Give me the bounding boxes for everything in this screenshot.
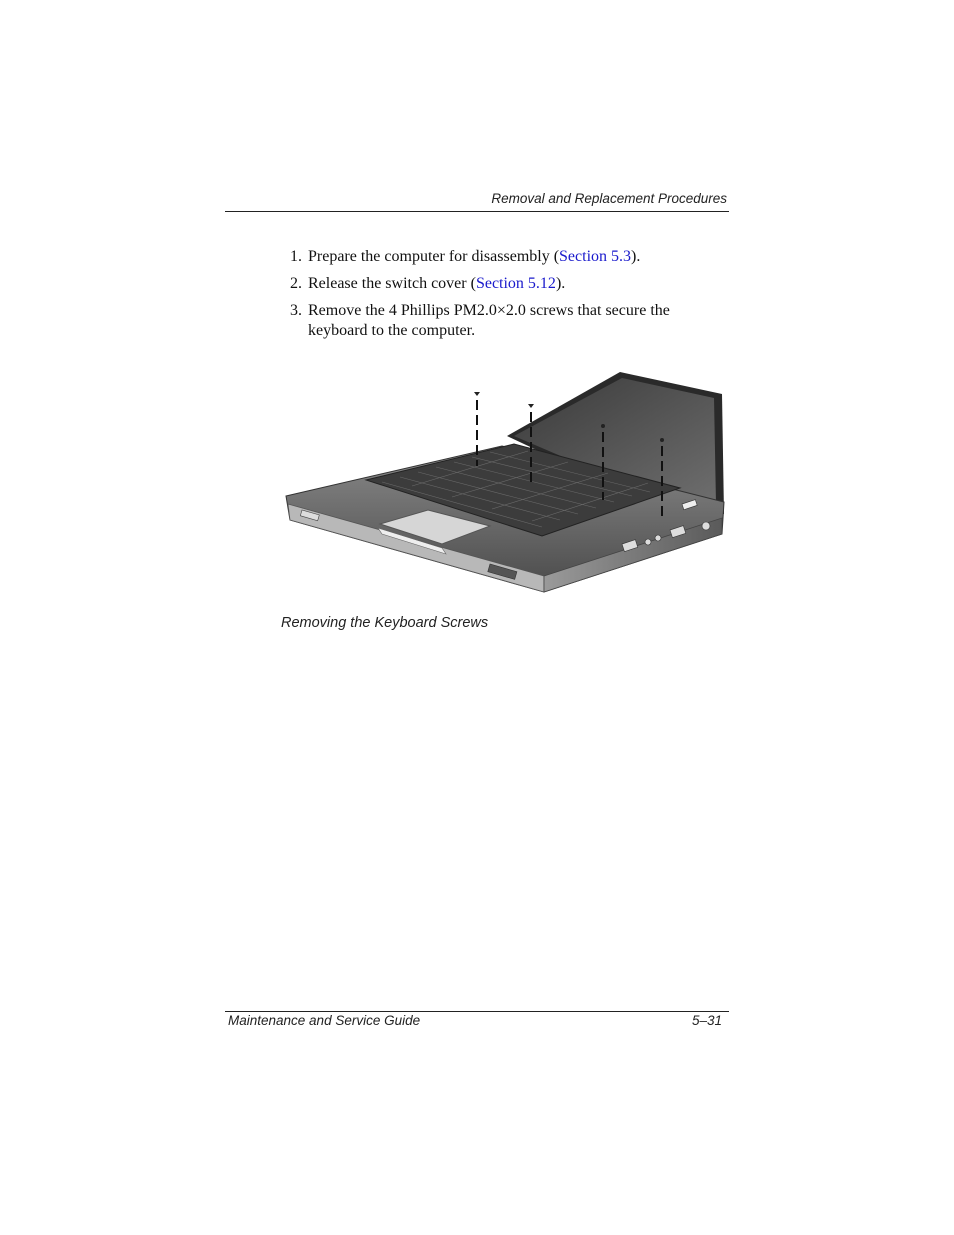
step-text-end: ). [631, 248, 641, 265]
screw-icon [601, 424, 605, 428]
laptop-illustration [282, 364, 728, 596]
screw-arrow-icon [474, 392, 480, 396]
step-text: Prepare the computer for disassembly ( [308, 248, 560, 265]
step-number: 2. [290, 275, 302, 292]
step-number: 3. [290, 302, 302, 319]
section-5-3-link[interactable]: Section 5.3 [559, 248, 632, 265]
footer-rule [225, 1011, 729, 1012]
step-3 [284, 301, 724, 341]
section-5-12-link[interactable]: Section 5.12 [475, 275, 556, 292]
screw-icon [660, 438, 664, 442]
step-text: Remove the 4 Phillips PM2.0×2.0 screws that secure the keyboard to the computer. [308, 302, 670, 339]
step-text: Release the switch cover ( [308, 275, 476, 292]
screw-arrow-icon [528, 404, 534, 408]
step-2 [284, 274, 724, 294]
figure-caption: Removing the Keyboard Screws [281, 615, 489, 631]
header-rule [225, 211, 729, 212]
page-number: 5–31 [691, 1013, 722, 1028]
footer-guide-title: Maintenance and Service Guide [228, 1013, 421, 1028]
step-1 [284, 247, 724, 267]
procedure-steps [284, 247, 724, 348]
keyboard-screws-figure [282, 364, 728, 596]
step-text-end: ). [555, 275, 566, 292]
running-header-title: Removal and Replacement Procedures [491, 191, 727, 206]
step-number: 1. [290, 248, 302, 265]
